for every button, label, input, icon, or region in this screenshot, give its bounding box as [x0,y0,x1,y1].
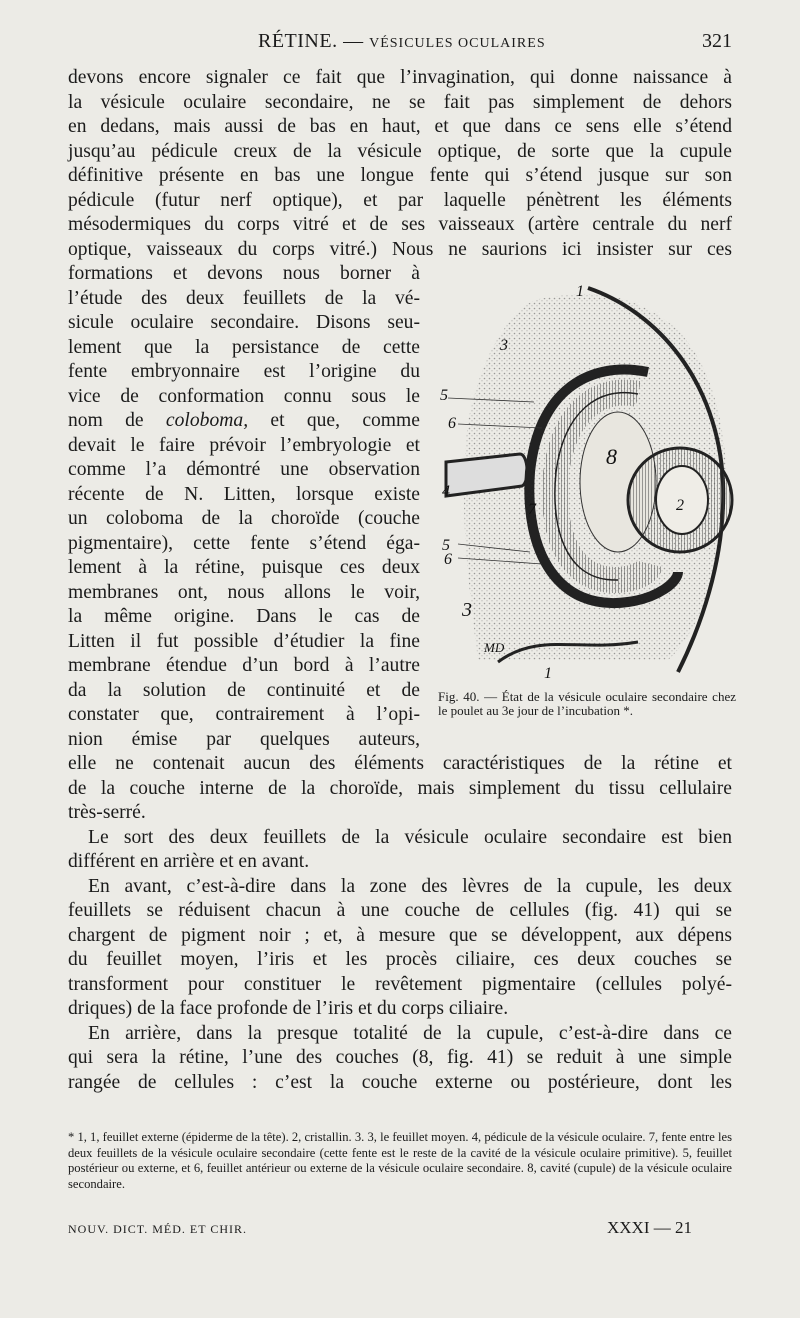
text-line: En arrière, dans la presque totalité de la cupule, c’est-à-dire dans ce [88,1022,732,1044]
text-line: récente de N. Litten, lorsque existe [68,483,420,505]
text-line: Le sort des deux feuillets de la vésicule oculaire secondaire est bien [88,826,732,848]
term-coloboma: coloboma, [165,410,249,431]
text-line: da la solution de continuité et de [68,679,420,701]
text-line: membranes ont, nous allons le voir, [68,581,420,603]
header-title [258,30,546,53]
text-line: très-serré. [68,802,146,823]
text-line: définitive présente en bas une longue fente qui s’étend jusque sur son [68,165,732,186]
figure-label: 3 [462,599,472,621]
text-line: formations et devons nous borner à [68,263,420,284]
text-line: la vésicule oculaire secondaire, ne se fait pas simplement de dehors [68,91,732,113]
text-span: et que, comme [270,410,420,431]
figure-label: 1 [544,665,552,682]
text-line: sicule oculaire secondaire. Disons seu- [68,312,420,333]
text-line [68,409,420,434]
text-line: devons encore signaler ce fait que l’invagination, qui donne naissance à [68,67,732,88]
figure-label: MD [484,640,505,655]
text-line: lement que la persistance de cette [68,336,420,358]
text-line: pédicule (futur nerf optique), et par laquelle pénètrent les éléments [68,189,732,211]
paragraph-top [68,66,732,262]
paragraph-bottom [68,752,732,1095]
running-header [68,30,732,58]
embryo-eye-figure [438,282,738,682]
text-line: qui sera la rétine, l’une des couches (8, fig. 41) se reduit à une simple [68,1047,732,1068]
figure-label: 6 [444,551,452,568]
text-line: membrane étendue d’un bord à l’autre [68,655,420,676]
figure-illustration [438,282,738,682]
figure-label: 1 [576,283,584,300]
text-line: devait le faire prévoir l’embryologie et [68,434,420,456]
footnote: * 1, 1, feuillet externe (épiderme de la tête). 2, cristallin. 3. 3, le feuillet moyen. 4, pédicule de la vésicule oculaire. 7, fente entre les deux feuillets de la vésicule oculaire secondaire (cette fente est le reste de la cavité de la vésicule oculaire primitive). 5, feuillet postérieur ou externe, et 6, feuillet antérieur ou externe de la vésicule oculaire secondaire. 8, cavité (cupule) de la vésicule oculaire secondaire. [68,1130,732,1191]
figure-label: 6 [448,415,456,432]
text-line: elle ne contenait aucun des éléments caractéristiques de la rétine et [68,753,732,774]
text-line: pigmentaire), cette fente s’étend éga- [68,532,420,554]
text-line: driques) de la face profonde de l’iris et du corps ciliaire. [68,998,509,1019]
text-line: optique, vaisseaux du corps vitré.) Nous ne saurions ici insister sur ces [68,238,732,260]
text-line: comme l’a démontré une observation [68,459,420,480]
text-span: nom de [68,410,144,431]
text-line: l’étude des deux feuillets de la vé- [68,287,420,309]
text-line: chargent de pigment noir ; et, à mesure que se développent, aux dépens [68,924,732,946]
text-line: de la couche interne de la choroïde, mais simplement du tissu cellulaire [68,777,732,799]
header-title-main: RÉTINE. — [258,30,364,52]
figure-label: 8 [606,444,617,469]
text-line: mésodermiques du corps vitré et de ses vaisseaux (artère centrale du nerf [68,214,732,235]
text-line: du feuillet moyen, l’iris et les procès ciliaire, ces deux couches se [68,949,732,970]
text-line: lement à la rétine, puisque ces deux [68,557,420,578]
figure-label: 2 [676,497,684,514]
text-line: la même origine. Dans le cas de [68,606,420,627]
text-line: constater que, contrairement à l’opi- [68,704,420,725]
text-line: jusqu’au pédicule creux de la vésicule optique, de sorte que la cupule [68,140,732,162]
figure-caption: Fig. 40. — État de la vésicule oculaire secondaire chez le poulet au 3e jour de l’incubation *. [438,689,736,718]
figure-label: 5 [442,537,450,554]
footer-signature: XXXI — 21 [607,1218,692,1237]
text-line: un coloboma de la choroïde (couche [68,508,420,529]
figure-label: 7 [528,501,536,518]
text-line: en dedans, mais aussi de bas en haut, et que dans ce sens elle s’étend [68,116,732,137]
text-line: vice de conformation connu sous le [68,385,420,407]
figure-label: 5 [440,387,448,404]
page-footer [68,1218,732,1240]
text-line: En avant, c’est-à-dire dans la zone des lèvres de la cupule, les deux [88,875,732,897]
text-line: transforment pour constituer le revêtement pigmentaire (cellules polyé- [68,973,732,995]
text-line: feuillets se réduisent chacun à une couche de cellules (fig. 41) qui se [68,900,732,921]
figure-label: 3 [500,337,508,354]
text-line: Litten il fut possible d’étudier la fine [68,630,420,652]
figure-label: 4 [442,483,450,500]
header-title-sub: VÉSICULES OCULAIRES [369,36,546,51]
text-line: nion émise par quelques auteurs, [68,728,420,750]
text-line: différent en arrière et en avant. [68,851,310,872]
footer-publication: NOUV. DICT. MÉD. ET CHIR. [68,1222,248,1236]
text-line: fente embryonnaire est l’origine du [68,361,420,382]
page-number: 321 [702,30,732,52]
text-line: rangée de cellules : c’est la couche externe ou postérieure, dont les [68,1071,732,1093]
